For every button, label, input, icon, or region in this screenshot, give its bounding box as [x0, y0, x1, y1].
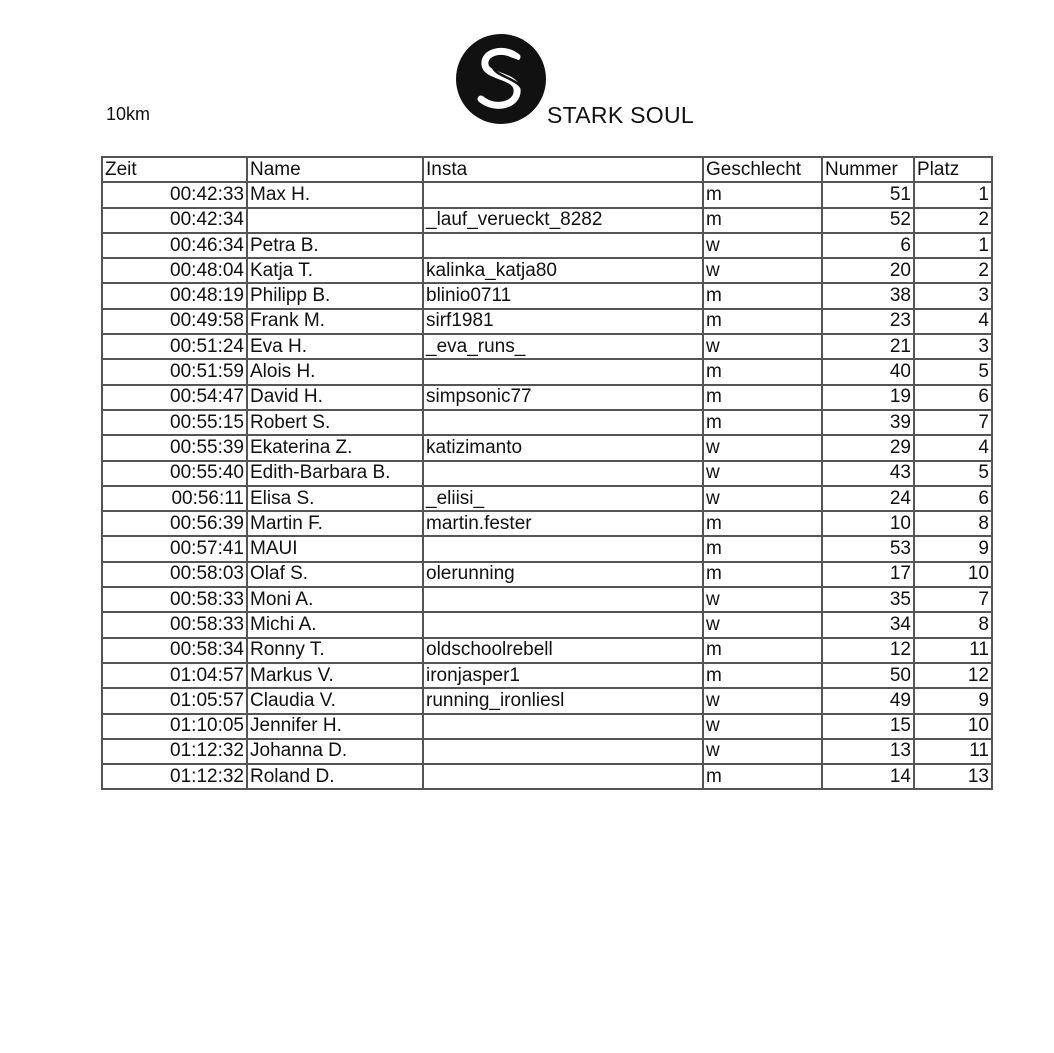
cell-name: Philipp B.	[247, 283, 423, 308]
cell-sex: w	[703, 612, 822, 637]
cell-place: 8	[914, 612, 992, 637]
cell-place: 7	[914, 587, 992, 612]
cell-sex: w	[703, 461, 822, 486]
cell-name: Katja T.	[247, 258, 423, 283]
cell-name: Michi A.	[247, 612, 423, 637]
table-row	[102, 309, 992, 334]
cell-insta	[423, 739, 703, 764]
cell-insta: simpsonic77	[423, 385, 703, 410]
table-row	[102, 182, 992, 207]
cell-name: Alois H.	[247, 359, 423, 384]
cell-insta	[423, 612, 703, 637]
cell-insta: blinio0711	[423, 283, 703, 308]
table-row	[102, 562, 992, 587]
cell-name: Ronny T.	[247, 638, 423, 663]
cell-time: 00:42:34	[102, 208, 247, 233]
cell-place: 11	[914, 638, 992, 663]
cell-name: Petra B.	[247, 233, 423, 258]
table-row	[102, 208, 992, 233]
cell-name: Markus V.	[247, 663, 423, 688]
table-row	[102, 638, 992, 663]
cell-time: 00:42:33	[102, 182, 247, 207]
cell-place: 10	[914, 714, 992, 739]
cell-place: 1	[914, 233, 992, 258]
cell-sex: m	[703, 511, 822, 536]
cell-sex: m	[703, 359, 822, 384]
cell-place: 6	[914, 486, 992, 511]
cell-name: Robert S.	[247, 410, 423, 435]
cell-sex: w	[703, 435, 822, 460]
cell-insta: oldschoolrebell	[423, 638, 703, 663]
cell-place: 13	[914, 764, 992, 789]
cell-name	[247, 208, 423, 233]
cell-number: 34	[822, 612, 914, 637]
results-table	[101, 156, 993, 790]
cell-sex: m	[703, 764, 822, 789]
header-insta: Insta	[423, 157, 703, 182]
cell-insta	[423, 410, 703, 435]
cell-place: 9	[914, 536, 992, 561]
cell-name: Martin F.	[247, 511, 423, 536]
cell-number: 24	[822, 486, 914, 511]
cell-name: Frank M.	[247, 309, 423, 334]
cell-insta	[423, 233, 703, 258]
cell-time: 01:12:32	[102, 739, 247, 764]
table-row	[102, 334, 992, 359]
cell-sex: m	[703, 208, 822, 233]
cell-time: 00:58:34	[102, 638, 247, 663]
cell-name: David H.	[247, 385, 423, 410]
table-header-row	[102, 157, 992, 182]
cell-time: 01:05:57	[102, 688, 247, 713]
cell-place: 11	[914, 739, 992, 764]
table-row	[102, 612, 992, 637]
cell-time: 01:12:32	[102, 764, 247, 789]
cell-number: 10	[822, 511, 914, 536]
cell-number: 15	[822, 714, 914, 739]
cell-name: Max H.	[247, 182, 423, 207]
cell-sex: w	[703, 258, 822, 283]
cell-time: 00:49:58	[102, 309, 247, 334]
cell-name: Jennifer H.	[247, 714, 423, 739]
cell-name: Olaf S.	[247, 562, 423, 587]
cell-number: 21	[822, 334, 914, 359]
cell-sex: m	[703, 562, 822, 587]
cell-insta	[423, 587, 703, 612]
cell-insta: olerunning	[423, 562, 703, 587]
cell-insta: katizimanto	[423, 435, 703, 460]
cell-sex: w	[703, 233, 822, 258]
cell-number: 29	[822, 435, 914, 460]
cell-number: 50	[822, 663, 914, 688]
cell-insta: kalinka_katja80	[423, 258, 703, 283]
cell-place: 5	[914, 461, 992, 486]
table-row	[102, 435, 992, 460]
cell-place: 4	[914, 435, 992, 460]
cell-time: 00:57:41	[102, 536, 247, 561]
cell-sex: m	[703, 283, 822, 308]
cell-name: Eva H.	[247, 334, 423, 359]
cell-sex: m	[703, 385, 822, 410]
cell-number: 39	[822, 410, 914, 435]
cell-sex: m	[703, 309, 822, 334]
cell-time: 00:58:33	[102, 612, 247, 637]
cell-number: 40	[822, 359, 914, 384]
table-row	[102, 536, 992, 561]
cell-time: 00:51:59	[102, 359, 247, 384]
cell-number: 23	[822, 309, 914, 334]
cell-sex: m	[703, 410, 822, 435]
table-row	[102, 486, 992, 511]
cell-insta	[423, 714, 703, 739]
cell-name: Johanna D.	[247, 739, 423, 764]
cell-name: MAUI	[247, 536, 423, 561]
cell-place: 6	[914, 385, 992, 410]
stark-soul-logo-icon	[455, 33, 547, 125]
cell-sex: w	[703, 739, 822, 764]
cell-place: 4	[914, 309, 992, 334]
table-row	[102, 359, 992, 384]
header-number: Nummer	[822, 157, 914, 182]
header-place: Platz	[914, 157, 992, 182]
cell-number: 6	[822, 233, 914, 258]
cell-place: 7	[914, 410, 992, 435]
cell-number: 53	[822, 536, 914, 561]
distance-label: 10km	[106, 104, 151, 124]
cell-name: Roland D.	[247, 764, 423, 789]
cell-number: 35	[822, 587, 914, 612]
cell-number: 43	[822, 461, 914, 486]
table-row	[102, 663, 992, 688]
cell-time: 00:46:34	[102, 233, 247, 258]
cell-insta	[423, 764, 703, 789]
cell-sex: m	[703, 182, 822, 207]
cell-insta: _lauf_verueckt_8282	[423, 208, 703, 233]
cell-name: Moni A.	[247, 587, 423, 612]
cell-insta: martin.fester	[423, 511, 703, 536]
header-sex: Geschlecht	[703, 157, 822, 182]
cell-insta	[423, 536, 703, 561]
cell-sex: m	[703, 536, 822, 561]
cell-insta	[423, 461, 703, 486]
cell-time: 01:10:05	[102, 714, 247, 739]
cell-insta	[423, 359, 703, 384]
cell-sex: w	[703, 714, 822, 739]
table-row	[102, 283, 992, 308]
table-row	[102, 587, 992, 612]
cell-place: 8	[914, 511, 992, 536]
cell-time: 00:54:47	[102, 385, 247, 410]
cell-insta: ironjasper1	[423, 663, 703, 688]
header-time: Zeit	[102, 157, 247, 182]
table-row	[102, 233, 992, 258]
cell-number: 51	[822, 182, 914, 207]
cell-number: 17	[822, 562, 914, 587]
cell-number: 19	[822, 385, 914, 410]
cell-insta: running_ironliesl	[423, 688, 703, 713]
brand-name: STARK SOUL	[547, 102, 694, 128]
cell-insta: _eva_runs_	[423, 334, 703, 359]
cell-sex: w	[703, 486, 822, 511]
cell-name: Elisa S.	[247, 486, 423, 511]
table-row	[102, 385, 992, 410]
cell-time: 01:04:57	[102, 663, 247, 688]
cell-sex: w	[703, 587, 822, 612]
cell-sex: w	[703, 688, 822, 713]
cell-number: 12	[822, 638, 914, 663]
table-row	[102, 461, 992, 486]
cell-place: 2	[914, 208, 992, 233]
cell-place: 5	[914, 359, 992, 384]
cell-number: 13	[822, 739, 914, 764]
cell-time: 00:51:24	[102, 334, 247, 359]
cell-place: 9	[914, 688, 992, 713]
cell-time: 00:58:33	[102, 587, 247, 612]
cell-insta: sirf1981	[423, 309, 703, 334]
cell-time: 00:58:03	[102, 562, 247, 587]
table-row	[102, 764, 992, 789]
table-row	[102, 258, 992, 283]
cell-place: 10	[914, 562, 992, 587]
cell-number: 20	[822, 258, 914, 283]
cell-time: 00:55:39	[102, 435, 247, 460]
cell-insta: _eliisi_	[423, 486, 703, 511]
cell-time: 00:56:39	[102, 511, 247, 536]
table-row	[102, 511, 992, 536]
cell-time: 00:56:11	[102, 486, 247, 511]
cell-time: 00:55:15	[102, 410, 247, 435]
table-row	[102, 688, 992, 713]
cell-place: 3	[914, 283, 992, 308]
cell-name: Claudia V.	[247, 688, 423, 713]
cell-number: 49	[822, 688, 914, 713]
cell-name: Edith-Barbara B.	[247, 461, 423, 486]
cell-sex: m	[703, 638, 822, 663]
cell-time: 00:48:19	[102, 283, 247, 308]
cell-insta	[423, 182, 703, 207]
cell-number: 38	[822, 283, 914, 308]
cell-sex: w	[703, 334, 822, 359]
cell-number: 52	[822, 208, 914, 233]
table-row	[102, 410, 992, 435]
header-name: Name	[247, 157, 423, 182]
table-row	[102, 714, 992, 739]
cell-place: 1	[914, 182, 992, 207]
cell-place: 3	[914, 334, 992, 359]
cell-sex: m	[703, 663, 822, 688]
cell-place: 2	[914, 258, 992, 283]
cell-place: 12	[914, 663, 992, 688]
cell-name: Ekaterina Z.	[247, 435, 423, 460]
table-row	[102, 739, 992, 764]
cell-number: 14	[822, 764, 914, 789]
cell-time: 00:55:40	[102, 461, 247, 486]
cell-time: 00:48:04	[102, 258, 247, 283]
